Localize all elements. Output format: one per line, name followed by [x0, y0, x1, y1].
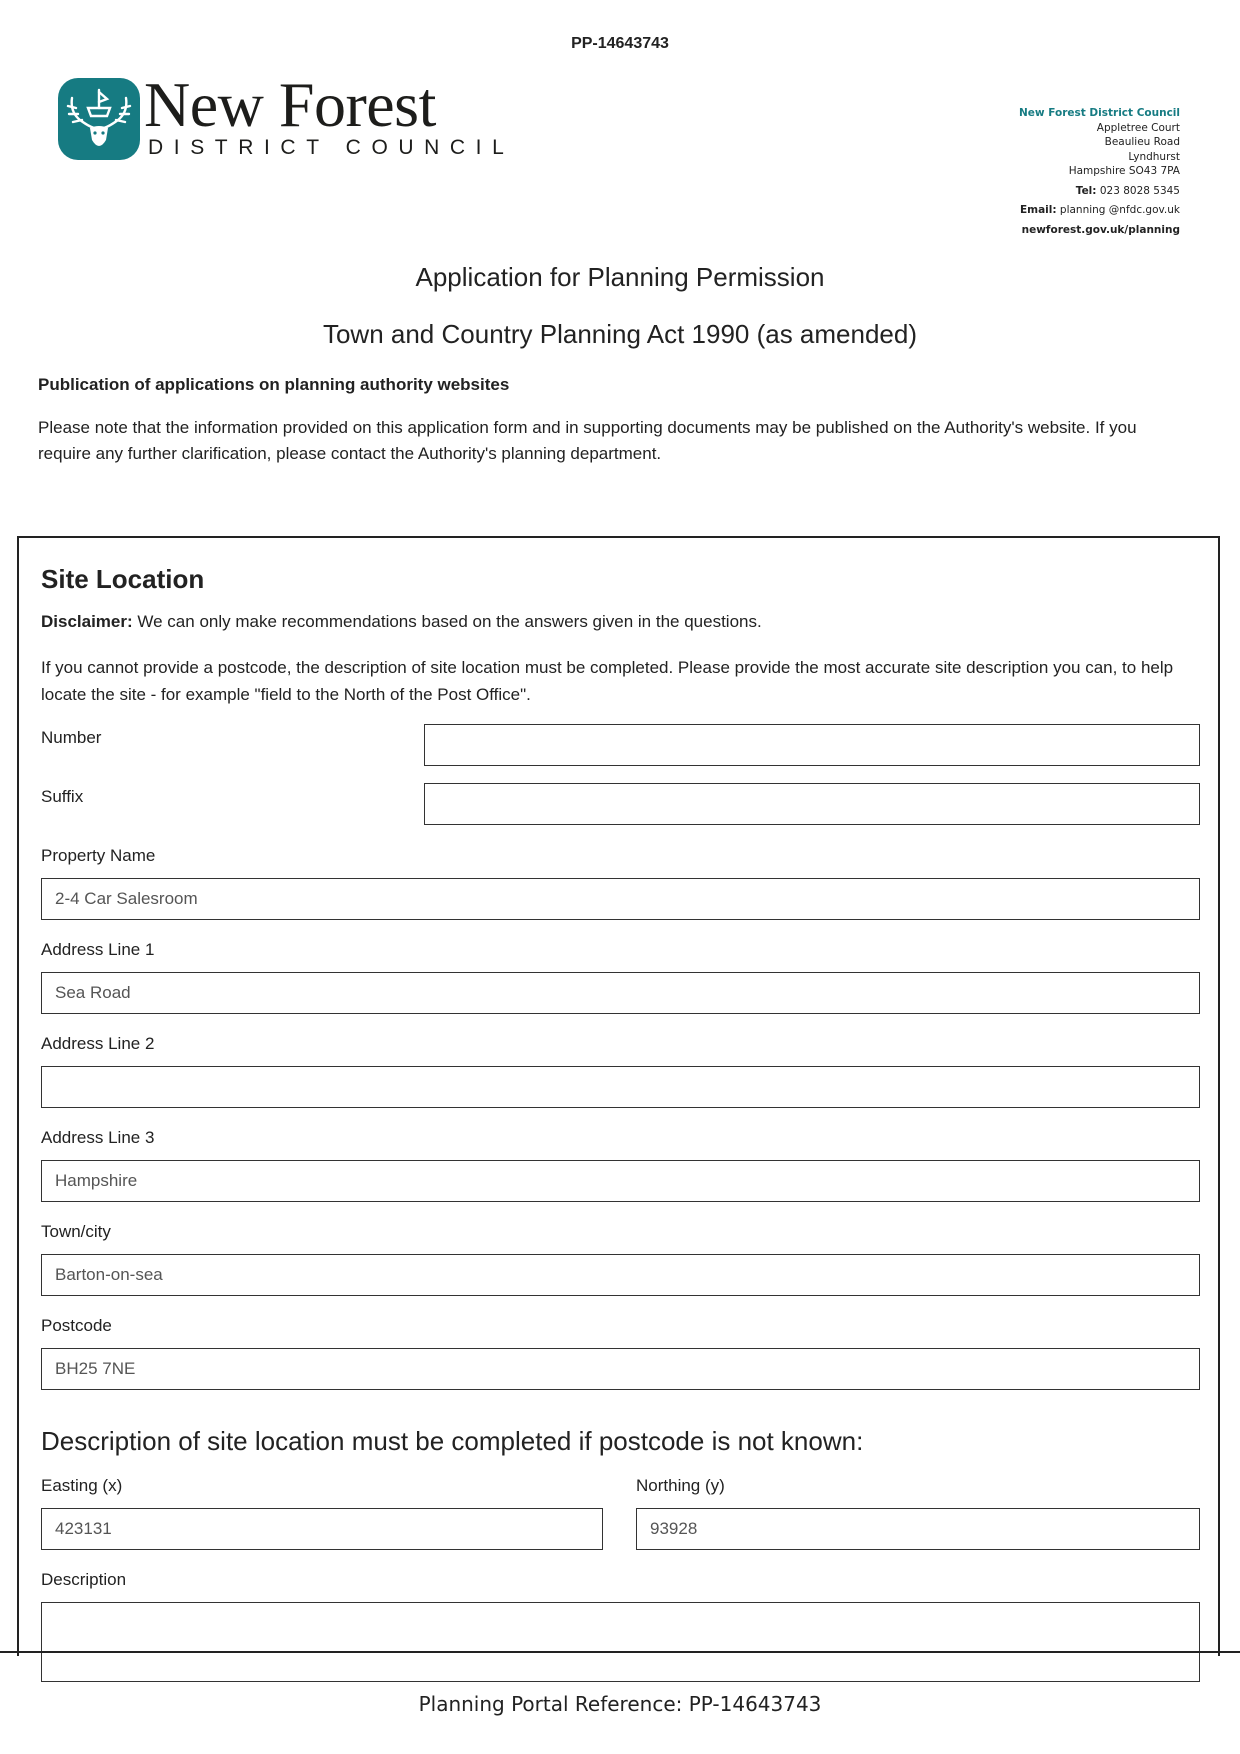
postcode-field[interactable] — [41, 1348, 1200, 1390]
address-tel — [1019, 184, 1180, 199]
publication-heading: Publication of applications on planning authority websites — [38, 375, 510, 394]
address-line-1: Appletree Court — [1096, 121, 1180, 134]
property-name-label: Property Name — [41, 846, 156, 865]
form-title: Application for Planning Permission — [415, 262, 825, 292]
easting-label: Easting (x) — [41, 1476, 123, 1495]
footer-reference: Planning Portal Reference: PP-14643743 — [418, 1692, 822, 1716]
town-city-field[interactable] — [41, 1254, 1200, 1296]
northing-label: Northing (y) — [636, 1476, 725, 1495]
suffix-field[interactable] — [424, 783, 1200, 825]
address-line-2-label: Address Line 2 — [41, 1034, 155, 1053]
description-heading: Description of site location must be completed if postcode is not known: — [41, 1426, 864, 1456]
tel-label: Tel: — [1075, 184, 1097, 197]
suffix-label: Suffix — [41, 787, 84, 806]
tel-value: 023 8028 5345 — [1099, 184, 1180, 197]
stag-crest-icon — [58, 78, 140, 160]
footer-divider — [0, 1651, 1240, 1653]
address-line-3-field[interactable] — [41, 1160, 1200, 1202]
form-subtitle: Town and Country Planning Act 1990 (as amended) — [322, 319, 918, 349]
address-line-3-label: Address Line 3 — [41, 1128, 155, 1147]
disclaimer — [41, 612, 762, 632]
northing-field[interactable] — [636, 1508, 1200, 1550]
address-line-2: Beaulieu Road — [1104, 136, 1180, 148]
disclaimer-text: We can only make recommendations based on the answers given in the questions. — [132, 612, 762, 631]
address-line-1-field[interactable] — [41, 972, 1200, 1014]
email-label: Email: — [1019, 204, 1057, 216]
easting-field[interactable] — [41, 1508, 603, 1550]
website-value: newforest.gov.uk/planning — [1021, 223, 1180, 236]
address-website — [1019, 223, 1180, 238]
reference-number: PP-14643743 — [571, 35, 669, 52]
number-label: Number — [41, 728, 102, 747]
email-value: planning @nfdc.gov.uk — [1059, 204, 1180, 216]
number-field[interactable] — [424, 724, 1200, 766]
section-title: Site Location — [41, 564, 205, 594]
address-line-3: Lyndhurst — [1128, 150, 1180, 163]
postcode-label: Postcode — [41, 1316, 112, 1335]
logo-wordmark: New Forest — [144, 69, 436, 140]
property-name-field[interactable] — [41, 878, 1200, 920]
town-city-label: Town/city — [41, 1222, 111, 1241]
address-line-1-label: Address Line 1 — [41, 940, 155, 959]
site-location-section — [17, 536, 1220, 1656]
description-field[interactable] — [41, 1602, 1200, 1682]
logo-subtitle: DISTRICT COUNCIL — [148, 136, 515, 159]
address-line-4: Hampshire SO43 7PA — [1068, 165, 1180, 177]
help-text: If you cannot provide a postcode, the description of site location must be completed. Please provide the most accurate site description you can, to help locate the site - for example "field to the North of the Post Office". — [41, 658, 1174, 704]
address-organisation: New Forest District Council — [1018, 107, 1180, 119]
description-label: Description — [41, 1570, 127, 1589]
disclaimer-label: Disclaimer: — [41, 612, 133, 631]
council-address — [1019, 106, 1180, 237]
council-logo — [58, 69, 515, 166]
address-email — [1019, 203, 1180, 218]
publication-text: Please note that the information provided on this application form and in supporting documents may be published on the Authority's website. If you require any further clarification, please contact the Authority's planning department. — [38, 418, 1137, 463]
address-line-2-field[interactable] — [41, 1066, 1200, 1108]
